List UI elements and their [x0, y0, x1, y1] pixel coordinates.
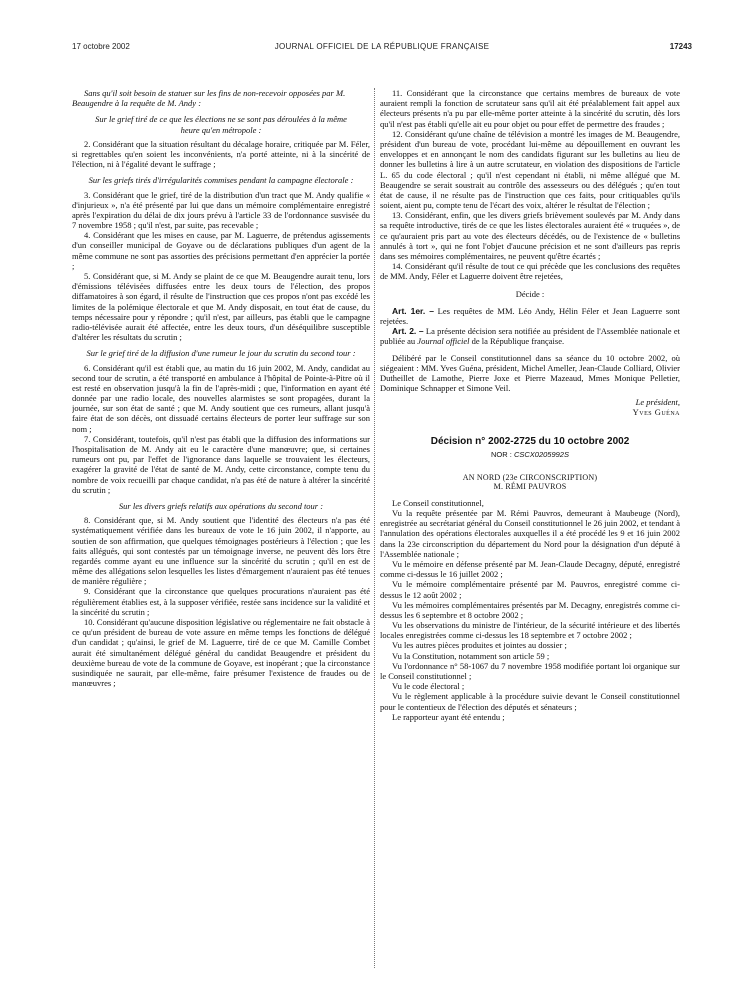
vu-paragraph: Vu les autres pièces produites et jointes au dossier ;: [392, 640, 567, 651]
page-header: [72, 42, 692, 56]
vu-paragraph: Vu le règlement applicable à la procédure suivie devant le Conseil constitutionnel pour le contentieux de l'élection des députés et sénateurs ;: [380, 691, 680, 712]
vu-paragraph: Vu la requête présentée par M. Rémi Pauvros, demeurant à Maubeuge (Nord), enregistrée au secrétariat général du Conseil constitutionnel le 26 juin 2002, et tendant à l'annulation des opérations électorales auxquelles il a été procédé les 9 et 16 juin 2002 dans la 23e circonscription du département du Nord pour la désignation d'un député à l'Assemblée nationale ;: [380, 508, 680, 559]
vu-paragraph: Vu les mémoires complémentaires présentés par M. Decagny, enregistrés comme ci-dessus les 6 septembre et 8 octobre 2002 ;: [380, 599, 680, 620]
council-intro: Le Conseil constitutionnel,: [392, 497, 484, 508]
candidate-line: M. RÉMI PAUVROS: [493, 482, 567, 492]
intro-italic: Sans qu'il soit besoin de statuer sur les fins de non-recevoir opposées par M. Beaugendre à la requête de M. Andy :: [72, 88, 346, 109]
header-date: 17 octobre 2002: [72, 42, 130, 51]
page-number: 17243: [669, 42, 692, 51]
nor-code: CSCX0205992S: [513, 449, 569, 459]
signature-title: Le président,: [635, 397, 680, 408]
vu-paragraph: Vu les observations du ministre de l'intérieur, de la sécurité intérieure et des libertés locales enregistrées comme ci-dessus les 18 septembre et 7 octobre 2002 ;: [380, 620, 680, 641]
article-1-label: Art. 1er. –: [392, 305, 434, 316]
paragraph: 13. Considérant, enfin, que les divers griefs brièvement soulevés par M. Andy dans sa requête introductive, tirés de ce que les listes électorales auraient été « truquées », de ce qu'auraient pris part au vote des électeurs décédés, ou de l'existence de « bulletins annulés à tort », qui ne font l'objet d'aucune précision et ne sont d'ailleurs pas repris dans ses mémoires complémentaires, ne peuvent qu'être écartés ;: [380, 210, 680, 261]
nor-label: NOR :: [491, 449, 512, 459]
paragraph: 12. Considérant qu'une chaîne de télévision a montré les images de M. Beaugendre, président d'un bureau de vote, procédant lui-même au dépouillement en ouvrant les enveloppes et en annonçant le nom des candidats figurant sur les bulletins au lieu de donner les bulletins à lire à un autre scrutateur, en violation des dispositions de l'article L. 65 du code électoral ; qu'il n'est cependant ni établi, ni même allégué que M. Beaugendre se serait soustrait au contrôle des assesseurs ou des délégués ; qu'en tout état de cause, il ne résulte pas de l'instruction que ces faits, pour critiquables qu'ils soient, aient pu, compte tenu de l'écart des voix, altérer le résultat de l'élection ;: [380, 128, 680, 211]
decide-label: Décide :: [515, 288, 545, 299]
journal-officiel-italic: Journal officiel: [417, 336, 470, 347]
section-heading: Sur le grief tiré de la diffusion d'une rumeur le jour du scrutin du second tour :: [86, 348, 356, 359]
paragraph: 4. Considérant que les mises en cause, par M. Laguerre, de prétendus agissements d'un conseiller municipal de Goyave ou de déclarations publiques d'un agent de la même commune ne sont pas assorties des précisions permettant d'en apprécier la portée ;: [72, 230, 370, 271]
vu-paragraph: Vu l'ordonnance n° 58-1067 du 7 novembre 1958 modifiée portant loi organique sur le Conseil constitutionnel ;: [380, 660, 680, 681]
signature-name: Yves Guéna: [632, 407, 680, 418]
vu-paragraph: Le rapporteur ayant été entendu ;: [392, 711, 505, 722]
paragraph: 2. Considérant que la situation résultant du décalage horaire, critiquée par M. Féler, si regrettables qu'en soient les inconvénients, n'a porté atteinte, ni à la sincérité de l'élection, ni à l'égalité devant le suffrage ;: [72, 138, 370, 170]
article-2: [380, 326, 680, 346]
section-heading: Sur les divers griefs relatifs aux opérations du second tour :: [118, 500, 324, 511]
paragraph: 14. Considérant qu'il résulte de tout ce qui précède que les conclusions des requêtes de MM. Andy, Féler et Laguerre doivent être rejetées,: [380, 261, 680, 282]
signature: [380, 397, 680, 417]
vu-paragraph: Vu le code électoral ;: [392, 681, 465, 692]
paragraph: 10. Considérant qu'aucune disposition législative ou réglementaire ne fait obstacle à ce qu'un président de bureau de vote assure en même temps les fonctions de délégué d'un candidat ; qu'ainsi, le grief de M. Laguerre, tiré de ce que M. Camille Combet aurait été simultanément délégué général du candidat Beaugendre et président du deuxième bureau de vote de la commune de Goyave, est inopérant ; que la circonstance susindiquée ne saurait, par elle-même, faire présumer l'existence de fraudes ou de manœuvres ;: [72, 617, 370, 689]
decision-title: Décision n° 2002-2725 du 10 octobre 2002: [430, 435, 630, 447]
paragraph: 7. Considérant, toutefois, qu'il n'est pas établi que la diffusion des informations sur l'hospitalisation de M. Andy ait eu le caractère d'une manœuvre; que, si certaines rumeurs ont pu, par l'effet de l'ignorance dans laquelle se trouvaient les électeurs, exagérer la gravité de l'état de santé de M. Andy, cette circonstance, compte tenu du nombre de voix recueilli par chaque candidat, n'a pas été de nature à altérer la sincérité du scrutin ;: [72, 433, 370, 495]
article-2-text-end: de la République française.: [471, 336, 565, 347]
section-heading: Sur les griefs tirés d'irrégularités commises pendant la campagne électorale :: [88, 175, 354, 186]
vu-paragraph: Vu la Constitution, notamment son article 59 ;: [392, 650, 550, 661]
article-2-text: La présente décision sera notifiée au président de l'Assemblée nationale et publiée au: [380, 326, 680, 347]
paragraph: 6. Considérant qu'il est établi que, au matin du 16 juin 2002, M. Andy, candidat au second tour de scrutin, a été transporté en ambulance à l'hôpital de Pointe-à-Pitre où il est resté en observation jusqu'à la fin de l'après-midi ; que, l'information en ayant été donnée par une radio locale, des nouvelles alarmistes se sont propagées, durant la journée, sur son état de santé ; que M. Andy soutient que ces rumeurs, allant jusqu'à faire état de son décès, ont dissuadé certains électeurs de porter leur suffrage sur son nom ;: [72, 362, 370, 434]
paragraph: 11. Considérant que la circonstance que certains membres de bureaux de vote auraient rempli la fonction de scrutateur sans qu'il ait été préalablement fait appel aux électeurs présents n'a pu par elle-même porter atteinte à la sincérité du scrutin, dès lors qu'il n'est pas établi qu'elle ait eu pour objet ou pour effet de permettre des fraudes ;: [380, 88, 680, 129]
journal-title: JOURNAL OFFICIEL DE LA RÉPUBLIQUE FRANÇAISE: [274, 42, 490, 51]
section-heading: Sur le grief tiré de ce que les élections ne se sont pas déroulées à la même heure qu'en métropole :: [95, 114, 347, 135]
paragraph: 3. Considérant que le grief, tiré de la distribution d'un tract que M. Andy qualifie « d'injurieux », n'a été présenté par lui que dans un mémoire complémentaire enregistré après l'expiration du délai de dix jours prévu à l'article 33 de l'ordonnance susvisée du 7 novembre 1958 ; qu'il n'est, par suite, pas recevable ;: [72, 189, 370, 231]
article-1-text: Les requêtes de MM. Léo Andy, Hélin Féler et Jean Laguerre sont rejetées.: [380, 305, 680, 326]
paragraph: 9. Considérant que la circonstance que quelques procurations n'auraient pas été régulièrement établies est, à la supposer vérifiée, restée sans incidence sur la validité et la sincérité du scrutin ;: [72, 586, 370, 617]
vu-paragraph: Vu le mémoire complémentaire présenté par M. Pauvros, enregistré comme ci-dessus le 12 août 2002 ;: [380, 579, 680, 600]
deliberation: Délibéré par le Conseil constitutionnel dans sa séance du 10 octobre 2002, où siégeaient : MM. Yves Guéna, président, Michel Ameller, Jean-Claude Colliard, Olivier Dutheillet de Lamothe, Pierre Joxe et Pierre Mazeaud, Mmes Monique Pelletier, Dominique Schnapper et Simone Veil.: [380, 352, 680, 394]
paragraph: 5. Considérant que, si M. Andy se plaint de ce que M. Beaugendre aurait tenu, lors d'émissions télévisées diffusées entre les deux tours de l'élection, des propos diffamatoires à son égard, il résulte de l'instruction que ces propos n'ont pas excédé les limites de la polémique électorale et que M. Andy disposait, en tout état de cause, du temps nécessaire pour y répondre ; qu'il n'est, par ailleurs, pas établi que le campagne radio-télévisée aurait été affectée, entre les deux tours, d'un déséquilibre susceptible d'altérer les résultats du scrutin ;: [72, 271, 370, 343]
circonscription-line: AN NORD (23e CIRCONSCRIPTION): [462, 472, 598, 482]
right-column: [380, 88, 680, 983]
column-divider: [374, 88, 375, 968]
paragraph: 8. Considérant que, si M. Andy soutient que l'identité des électeurs n'a pas été systématiquement vérifiée dans les bureaux de vote le 16 juin 2002, il n'apporte, au soutien de son affirmation, que quelques témoignages postérieurs à l'élection ; que les faits allégués, qui sont contestés par un témoignage inverse, ne peuvent dès lors être regardés comme ayant eu une influence sur la sincérité du scrutin ; qu'il en est de même des allégations selon lesquelles les listes d'émargement n'auraient pas été tenues de manière régulière ;: [72, 515, 370, 587]
vu-paragraph: Vu le mémoire en défense présenté par M. Jean-Claude Decagny, député, enregistré comme ci-dessus le 16 juillet 2002 ;: [380, 558, 680, 580]
nor-reference: [380, 450, 680, 459]
article-1: [380, 306, 680, 326]
left-column: [72, 88, 370, 983]
article-2-label: Art. 2. –: [392, 326, 424, 337]
